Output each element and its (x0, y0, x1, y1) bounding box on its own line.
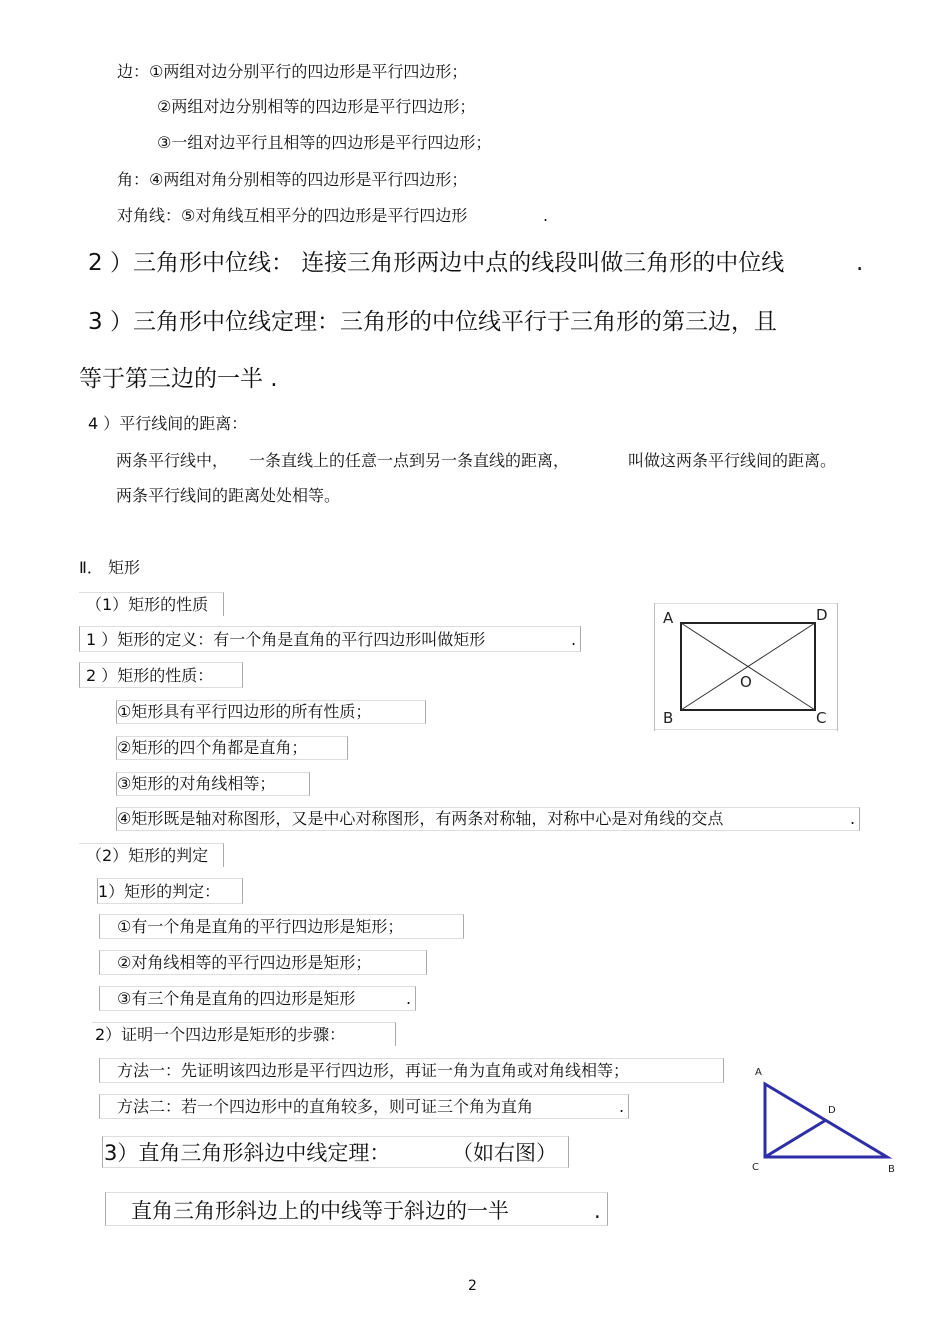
label-b: B (663, 709, 674, 727)
midline-def-text: 三角形中位线： 连接三角形两边中点的线段叫做三角形的中位线 (132, 250, 785, 276)
median-cd (765, 1120, 826, 1157)
props-title: 2 ）矩形的性质： (86, 666, 214, 685)
tri-label-c: C (752, 1162, 759, 1173)
section-heading-rectangle: Ⅱ． 矩形 (79, 558, 140, 577)
method-1: 方法一：先证明该四边形是平行四边形，再证一角为直角或对角线相等； (117, 1061, 630, 1080)
method-2-end: . (619, 1097, 625, 1116)
median-theorem-end: . (594, 1199, 601, 1223)
property-2: ②矩形的四个角都是直角； (117, 738, 308, 757)
midline-def-end: . (856, 250, 864, 276)
proof-title: 2）证明一个四边形是矩形的步骤： (95, 1025, 346, 1044)
right-triangle-figure (748, 1062, 903, 1177)
label-a: A (663, 609, 674, 627)
distance-line2: 两条平行线间的距离处处相等。 (116, 486, 341, 505)
tri-label-a: A (755, 1067, 762, 1078)
judgement-3: ③有三个角是直角的四边形是矩形 (117, 989, 356, 1008)
midline-theorem-line-2: 等于第三边的一半 . (79, 366, 278, 392)
rectangle-definition: 1 ）矩形的定义：有一个角是直角的平行四边形叫做矩形 (86, 630, 486, 649)
judgement-2: ②对角线相等的平行四边形是矩形； (117, 953, 372, 972)
distance-title: 4 ）平行线间的距离： (88, 414, 248, 433)
distance-line1-b: 一条直线上的任意一点到另一条直线的距离， (249, 451, 570, 470)
definition-end: . (571, 630, 577, 649)
label-c: C (816, 709, 827, 727)
method-2: 方法二：若一个四边形中的直角较多，则可证三个角为直角 (117, 1097, 534, 1116)
side-label: 边： (117, 62, 150, 81)
midline-theorem-line-1 (88, 307, 777, 337)
diagonal-label: 对角线： (117, 206, 182, 225)
judge-title: 1）矩形的判定： (98, 882, 221, 901)
judge-heading: （2）矩形的判定 (86, 846, 209, 865)
criterion-1: ①两组对边分别平行的四边形是平行四边形； (149, 62, 468, 81)
median-title: 3）直角三角形斜边中线定理： (104, 1141, 391, 1165)
criterion-5: ⑤对角线互相平分的四边形是平行四边形 (181, 206, 468, 225)
midline-thm-text: 三角形中位线定理：三角形的中位线平行于三角形的第三边，且 (132, 309, 777, 335)
rectangle-figure (654, 603, 839, 731)
property-3: ③矩形的对角线相等； (117, 774, 276, 793)
criterion-5-end: . (543, 206, 549, 225)
midline-thm-number: 3 ） (88, 309, 133, 335)
judgement-1: ①有一个角是直角的平行四边形是矩形； (117, 917, 404, 936)
diagonal-criteria-line (117, 206, 467, 226)
tri-label-d: D (828, 1105, 836, 1116)
median-theorem: 直角三角形斜边上的中线等于斜边的一半 (131, 1199, 509, 1223)
page-number: 2 (468, 1278, 477, 1294)
side-criteria-line-1 (117, 62, 467, 82)
criterion-4: ④两组对角分别相等的四边形是平行四边形； (149, 170, 468, 189)
criterion-3: ③一组对边平行且相等的四边形是平行四边形； (157, 133, 492, 152)
props-heading: （1）矩形的性质 (86, 595, 209, 614)
angle-criteria-line (117, 170, 467, 190)
tri-label-b: B (888, 1164, 895, 1175)
distance-line1-a: 两条平行线中， (116, 451, 229, 470)
label-d: D (816, 606, 828, 624)
midline-def-number: 2 ） (88, 250, 133, 276)
property-4-end: . (850, 809, 856, 828)
median-note: （如右图） (452, 1141, 557, 1165)
property-4: ④矩形既是轴对称图形，又是中心对称图形，有两条对称轴，对称中心是对角线的交点 (117, 809, 724, 828)
label-o: O (740, 673, 752, 691)
midline-definition (88, 248, 784, 278)
property-1: ①矩形具有平行四边形的所有性质； (117, 702, 372, 721)
criterion-2: ②两组对边分别相等的四边形是平行四边形； (157, 97, 476, 116)
distance-line1-c: 叫做这两条平行线间的距离。 (628, 451, 837, 470)
angle-label: 角： (117, 170, 150, 189)
judgement-3-end: . (406, 989, 412, 1008)
